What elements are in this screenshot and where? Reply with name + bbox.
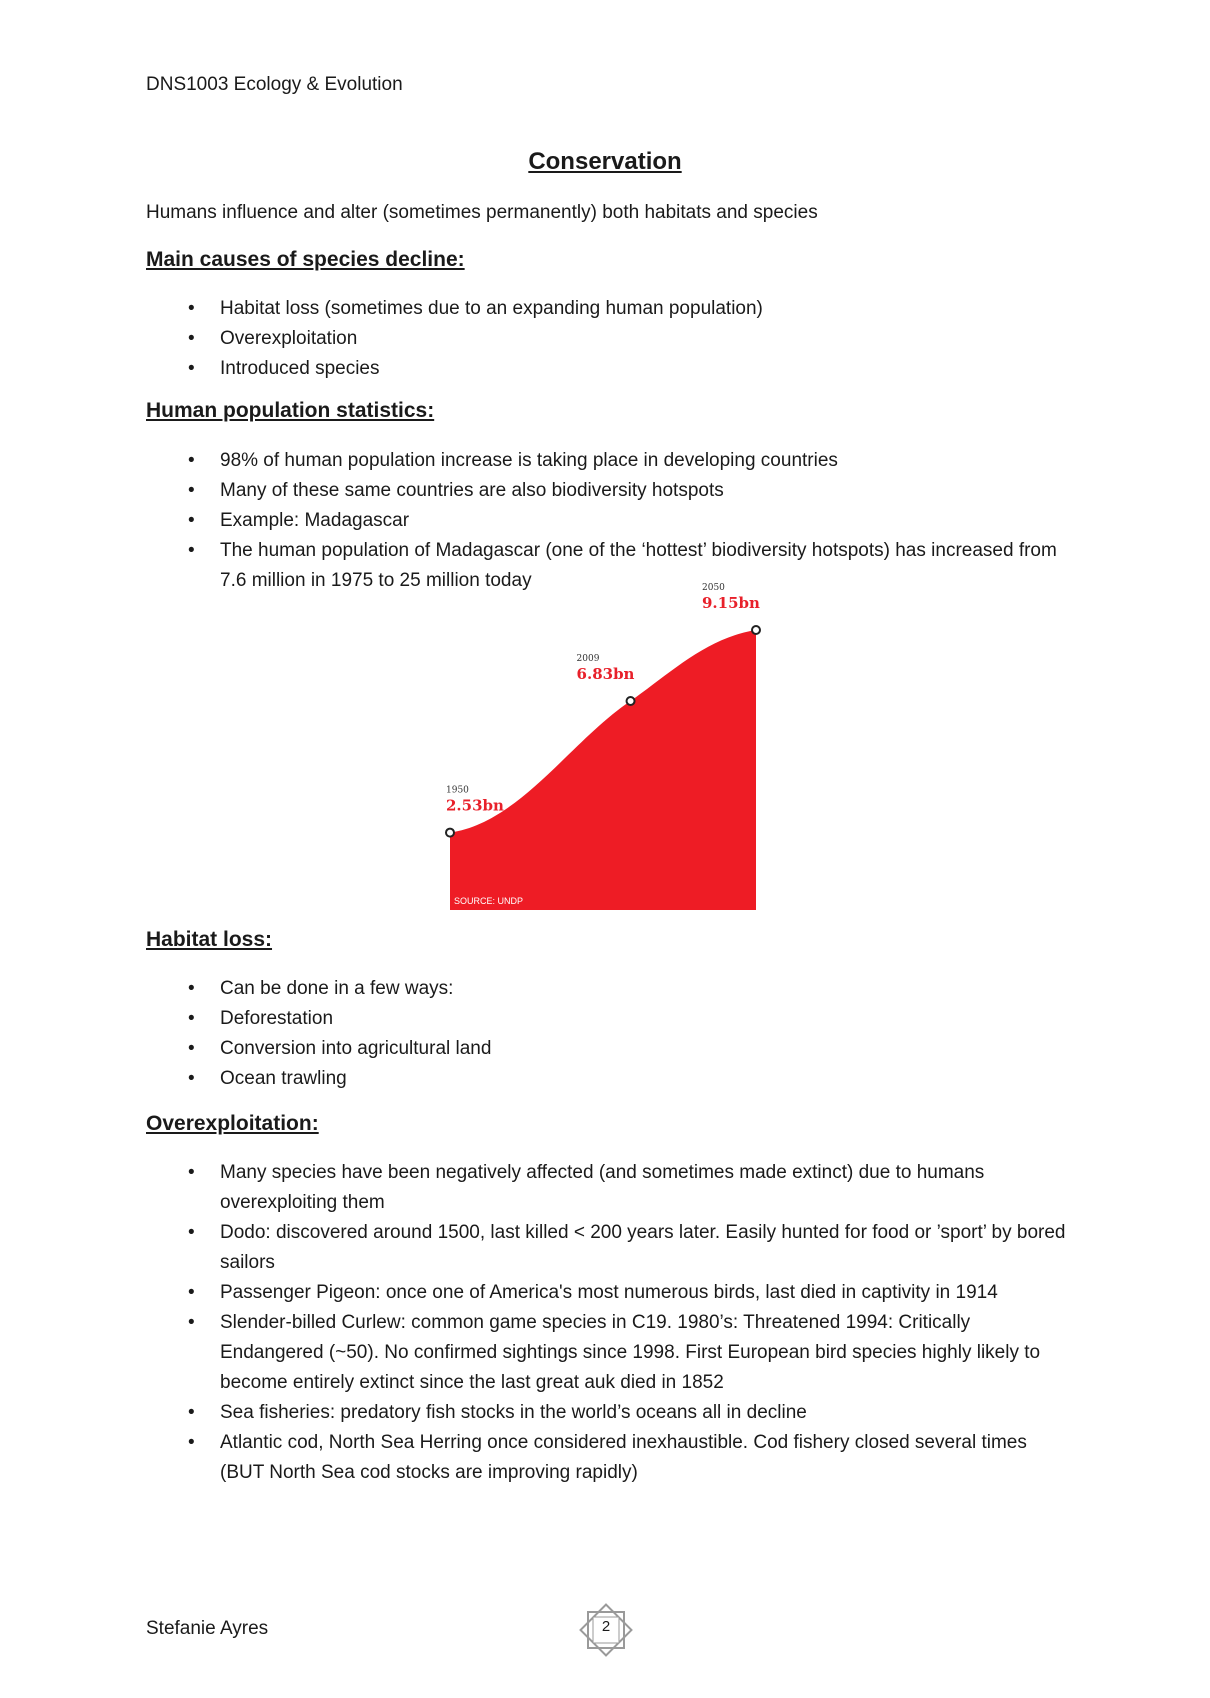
list-item: • Ocean trawling — [146, 1064, 1066, 1094]
list-item: • Habitat loss (sometimes due to an expanding human population) — [146, 294, 1066, 324]
page-number: 2 — [601, 1618, 611, 1635]
year-label: 1950 — [446, 785, 469, 796]
data-label: 6.83bn — [576, 665, 635, 684]
document-header: DNS1003 Ecology & Evolution — [146, 74, 403, 95]
intro-paragraph: Humans influence and alter (sometimes permanently) both habitats and species — [146, 202, 818, 223]
list-habitat — [146, 974, 1066, 1094]
list-causes — [146, 294, 1066, 384]
list-item: • Passenger Pigeon: once one of America's most numerous birds, last died in captivity in 1914 — [146, 1278, 1066, 1308]
heading-overexploitation: Overexploitation: — [146, 1112, 319, 1135]
page-title: Conservation — [528, 148, 682, 175]
list-population — [146, 446, 1066, 596]
list-item: • Introduced species — [146, 354, 1066, 384]
heading-population: Human population statistics: — [146, 399, 435, 422]
chart-source: SOURCE: UNDP — [454, 896, 524, 906]
data-point — [446, 829, 454, 837]
list-item: • 98% of human population increase is taking place in developing countries — [146, 446, 1066, 476]
list-item: • Dodo: discovered around 1500, last killed < 200 years later. Easily hunted for food or ’sport’ by bored sailors — [146, 1218, 1066, 1278]
list-item: • Overexploitation — [146, 324, 1066, 354]
list-item: • Can be done in a few ways: — [146, 974, 1066, 1004]
list-item: • The human population of Madagascar (one of the ‘hottest’ biodiversity hotspots) has increased from 7.6 million in 1975 to 25 million today — [146, 536, 1066, 596]
list-item: • Sea fisheries: predatory fish stocks in the world’s oceans all in decline — [146, 1398, 1066, 1428]
data-point — [627, 697, 635, 705]
year-label: 2009 — [576, 654, 600, 665]
data-label: 9.15bn — [702, 594, 760, 613]
data-label: 2.53bn — [446, 796, 504, 815]
list-item: • Slender-billed Curlew: common game species in C19. 1980’s: Threatened 1994: Critically Endangered (~50). No confirmed sightings since 1998. First European bird species highly likely to become entirely extinct since the last great auk died in 1852 — [146, 1308, 1066, 1398]
list-item: • Many of these same countries are also biodiversity hotspots — [146, 476, 1066, 506]
heading-causes: Main causes of species decline: — [146, 248, 465, 271]
list-overexploitation — [146, 1158, 1066, 1488]
list-item: • Many species have been negatively affected (and sometimes made extinct) due to humans overexploiting them — [146, 1158, 1066, 1218]
list-item: • Example: Madagascar — [146, 506, 1066, 536]
list-item: • Deforestation — [146, 1004, 1066, 1034]
list-item: • Atlantic cod, North Sea Herring once considered inexhaustible. Cod fishery closed several times (BUT North Sea cod stocks are improving rapidly) — [146, 1428, 1066, 1488]
data-point — [752, 626, 760, 634]
list-item: • Conversion into agricultural land — [146, 1034, 1066, 1064]
population-chart — [440, 583, 770, 914]
year-label: 2050 — [702, 583, 725, 594]
footer-author: Stefanie Ayres — [146, 1618, 269, 1639]
heading-habitat: Habitat loss: — [146, 928, 273, 951]
